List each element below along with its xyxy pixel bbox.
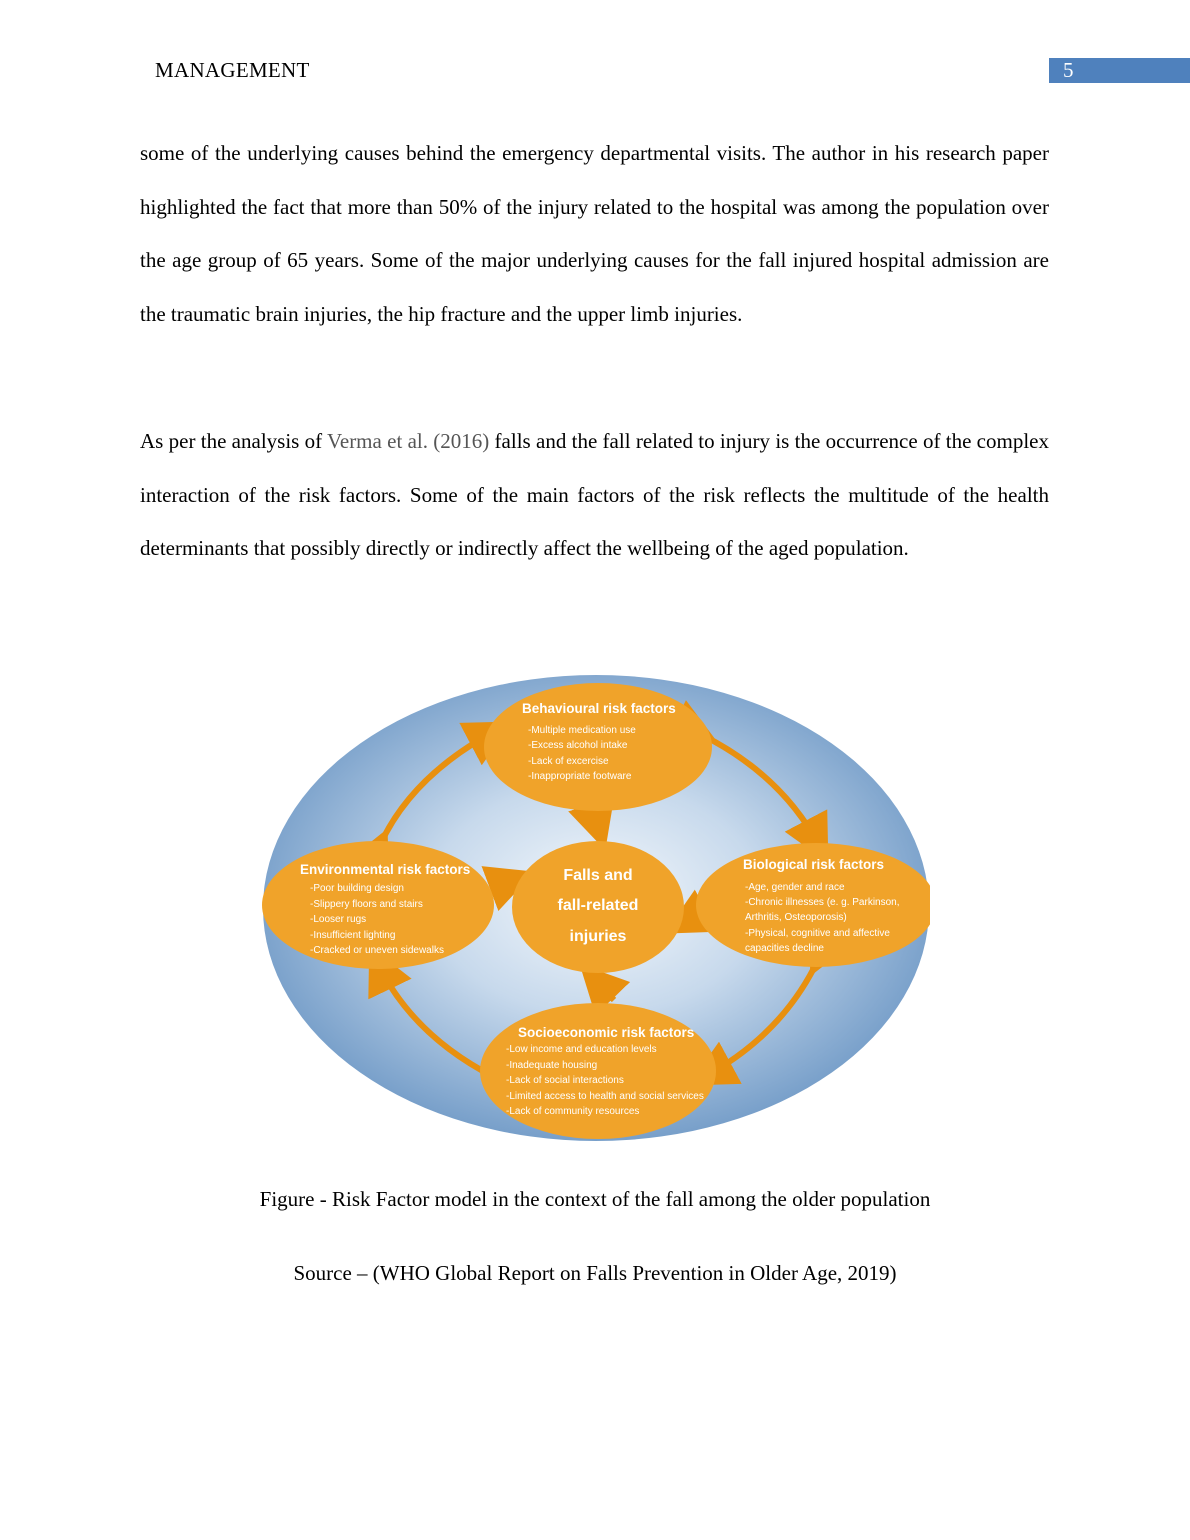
paragraph-2 xyxy=(140,415,1049,576)
environmental-item: -Poor building design xyxy=(310,883,404,894)
center-label-line-2: fall-related xyxy=(557,897,639,914)
behavioural-item: -Inappropriate footware xyxy=(528,771,632,782)
biological-title: Biological risk factors xyxy=(743,857,885,872)
page-number: 5 xyxy=(1063,58,1074,82)
biological-item: capacities decline xyxy=(745,943,824,954)
socioeconomic-item: -Low income and education levels xyxy=(506,1044,657,1055)
paragraph-2-end: falls and the fall related to injury is the occurrence of the complex interaction of the risk factors. Some of the main factors of the risk reflects the multitude of the health determinants that possibly directly or indirectly affect the wellbeing of the aged population. xyxy=(140,429,1049,560)
risk-factor-diagram xyxy=(262,675,930,1145)
socioeconomic-ellipse xyxy=(480,1003,716,1139)
socioeconomic-item: -Inadequate housing xyxy=(506,1060,598,1071)
page-number-bar xyxy=(1049,58,1190,83)
environmental-title: Environmental risk factors xyxy=(300,862,471,877)
behavioural-item: -Multiple medication use xyxy=(528,725,636,736)
behavioural-title: Behavioural risk factors xyxy=(522,701,676,716)
environmental-item: -Slippery floors and stairs xyxy=(310,899,423,910)
socioeconomic-item: -Lack of community resources xyxy=(506,1106,640,1117)
socioeconomic-item: -Lack of social interactions xyxy=(506,1075,624,1086)
center-label-line-3: injuries xyxy=(569,928,627,945)
paragraph-1: some of the underlying causes behind the emergency departmental visits. The author in his research paper highlighted the fact that more than 50% of the injury related to the hospital was among the population over the age group of 65 years. Some of the major underlying causes for the fall injured hospital admission are the traumatic brain injuries, the hip fracture and the upper limb injuries. xyxy=(140,141,1049,326)
environmental-item: -Looser rugs xyxy=(310,914,367,925)
biological-item: -Age, gender and race xyxy=(745,882,845,893)
socioeconomic-title: Socioeconomic risk factors xyxy=(518,1025,695,1040)
behavioural-item: -Excess alcohol intake xyxy=(528,740,628,751)
behavioural-item: -Lack of excercise xyxy=(528,756,609,767)
biological-item: -Chronic illnesses (e. g. Parkinson, xyxy=(745,897,900,908)
running-head: MANAGEMENT xyxy=(155,58,310,82)
figure-caption: Figure - Risk Factor model in the context of the fall among the older population xyxy=(259,1187,931,1211)
risk-factor-figure xyxy=(262,675,930,1145)
paragraph-2-start: As per the analysis of xyxy=(140,429,328,453)
socioeconomic-item: -Limited access to health and social services xyxy=(506,1091,704,1102)
biological-item: -Physical, cognitive and affective xyxy=(745,928,890,939)
citation-link[interactable]: Verma et al. (2016) xyxy=(327,429,490,453)
center-label-line-1: Falls and xyxy=(563,867,633,884)
biological-item: Arthritis, Osteoporosis) xyxy=(745,912,847,923)
environmental-item: -Cracked or uneven sidewalks xyxy=(310,945,444,956)
environmental-item: -Insufficient lighting xyxy=(310,930,396,941)
figure-source: Source – (WHO Global Report on Falls Prevention in Older Age, 2019) xyxy=(293,1261,897,1285)
